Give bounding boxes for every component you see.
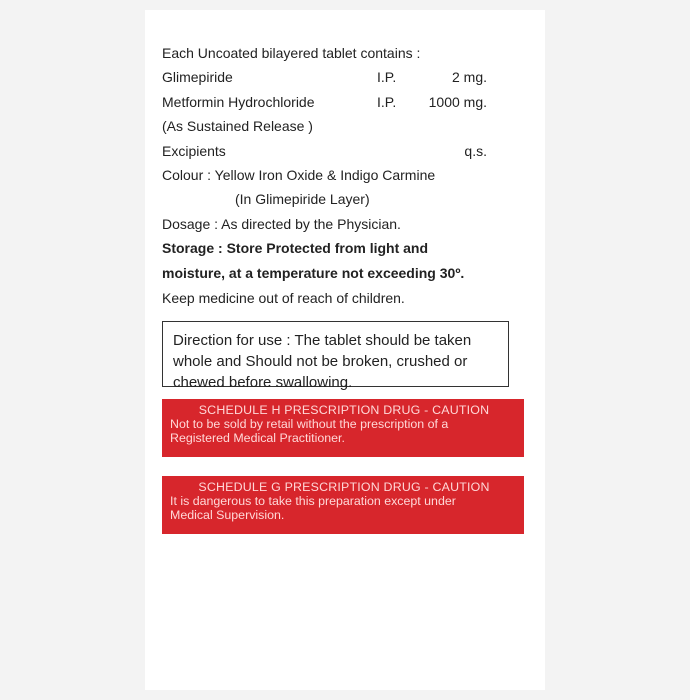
ingredient-quantity-glimepiride: 2 mg. [451,69,487,85]
medicine-label [145,10,545,690]
excipients-name: Excipients [162,143,226,159]
ingredient-standard-metformin: I.P. [377,94,397,110]
schedule-g-title: SCHEDULE G PRESCRIPTION DRUG - CAUTION [198,480,490,494]
colour-line: Colour : Yellow Iron Oxide & Indigo Carmine [162,167,436,183]
direction-line-1: Direction for use : The tablet should be taken [173,332,472,349]
direction-line-3: chewed before swallowing. [173,374,353,391]
schedule-h-line-1: Not to be sold by retail without the prescription of a [170,417,449,431]
schedule-g-line-2: Medical Supervision. [170,508,285,522]
sustained-release-note: (As Sustained Release ) [162,118,313,134]
schedule-h-warning [162,399,524,457]
direction-line-2: whole and Should not be broken, crushed or [173,353,468,370]
ingredient-standard-glimepiride: I.P. [377,69,397,85]
storage-line-1: Storage : Store Protected from light and [162,240,429,256]
schedule-h-line-2: Registered Medical Practitioner. [170,431,345,445]
ingredient-quantity-metformin: 1000 mg. [428,94,487,110]
schedule-h-title: SCHEDULE H PRESCRIPTION DRUG - CAUTION [198,403,490,417]
dosage-line: Dosage : As directed by the Physician. [162,216,401,232]
excipients-quantity: q.s. [464,143,487,159]
keep-away-line: Keep medicine out of reach of children. [162,290,405,306]
schedule-g-line-1: It is dangerous to take this preparation except under [170,494,456,508]
direction-for-use-box [162,321,509,391]
composition-intro: Each Uncoated bilayered tablet contains : [162,45,421,61]
schedule-g-warning [162,476,524,534]
storage-line-2: moisture, at a temperature not exceeding 30º. [162,265,465,281]
colour-layer-line: (In Glimepiride Layer) [235,191,370,207]
ingredient-name-metformin: Metformin Hydrochloride [162,94,315,110]
ingredient-name-glimepiride: Glimepiride [162,69,233,85]
